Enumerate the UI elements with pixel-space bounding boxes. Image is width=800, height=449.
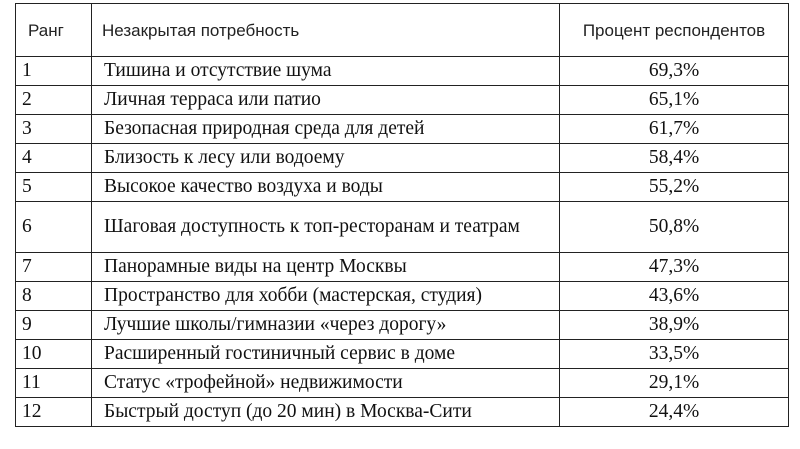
rank-cell: 6: [16, 202, 92, 253]
percent-cell: 43,6%: [560, 282, 789, 311]
percent-cell: 61,7%: [560, 115, 789, 144]
rank-cell: 12: [16, 398, 92, 427]
table-row: [16, 369, 789, 398]
table-row: [16, 86, 789, 115]
need-cell: Пространство для хобби (мастерская, студия): [92, 282, 560, 311]
table-row: [16, 144, 789, 173]
need-cell: Высокое качество воздуха и воды: [92, 173, 560, 202]
percent-cell: 33,5%: [560, 340, 789, 369]
need-cell: Безопасная природная среда для детей: [92, 115, 560, 144]
rank-cell: 11: [16, 369, 92, 398]
table-row: [16, 398, 789, 427]
rank-cell: 8: [16, 282, 92, 311]
need-cell: Быстрый доступ (до 20 мин) в Москва-Сити: [92, 398, 560, 427]
need-cell: Расширенный гостиничный сервис в доме: [92, 340, 560, 369]
percent-cell: 24,4%: [560, 398, 789, 427]
need-cell: Личная терраса или патио: [92, 86, 560, 115]
rank-cell: 5: [16, 173, 92, 202]
header-percent: Процент респондентов: [560, 4, 789, 57]
rank-cell: 9: [16, 311, 92, 340]
need-cell: Статус «трофейной» недвижимости: [92, 369, 560, 398]
rank-cell: 1: [16, 57, 92, 86]
percent-cell: 50,8%: [560, 202, 789, 253]
table-row: [16, 253, 789, 282]
table-row: [16, 57, 789, 86]
percent-cell: 65,1%: [560, 86, 789, 115]
percent-cell: 55,2%: [560, 173, 789, 202]
table-row: [16, 115, 789, 144]
needs-table: [15, 3, 789, 427]
rank-cell: 10: [16, 340, 92, 369]
table-row: [16, 340, 789, 369]
rank-cell: 4: [16, 144, 92, 173]
table-row: [16, 311, 789, 340]
table-row: [16, 173, 789, 202]
header-rank: Ранг: [16, 4, 92, 57]
need-cell: Лучшие школы/гимназии «через дорогу»: [92, 311, 560, 340]
need-cell: Близость к лесу или водоему: [92, 144, 560, 173]
table-row: [16, 202, 789, 253]
need-cell: Шаговая доступность к топ-ресторанам и театрам: [92, 202, 560, 253]
rank-cell: 7: [16, 253, 92, 282]
rank-cell: 2: [16, 86, 92, 115]
need-cell: Панорамные виды на центр Москвы: [92, 253, 560, 282]
percent-cell: 38,9%: [560, 311, 789, 340]
table-row: [16, 282, 789, 311]
table-header-row: [16, 4, 789, 57]
percent-cell: 58,4%: [560, 144, 789, 173]
rank-cell: 3: [16, 115, 92, 144]
need-cell: Тишина и отсутствие шума: [92, 57, 560, 86]
percent-cell: 29,1%: [560, 369, 789, 398]
header-need: Незакрытая потребность: [92, 4, 560, 57]
percent-cell: 47,3%: [560, 253, 789, 282]
percent-cell: 69,3%: [560, 57, 789, 86]
